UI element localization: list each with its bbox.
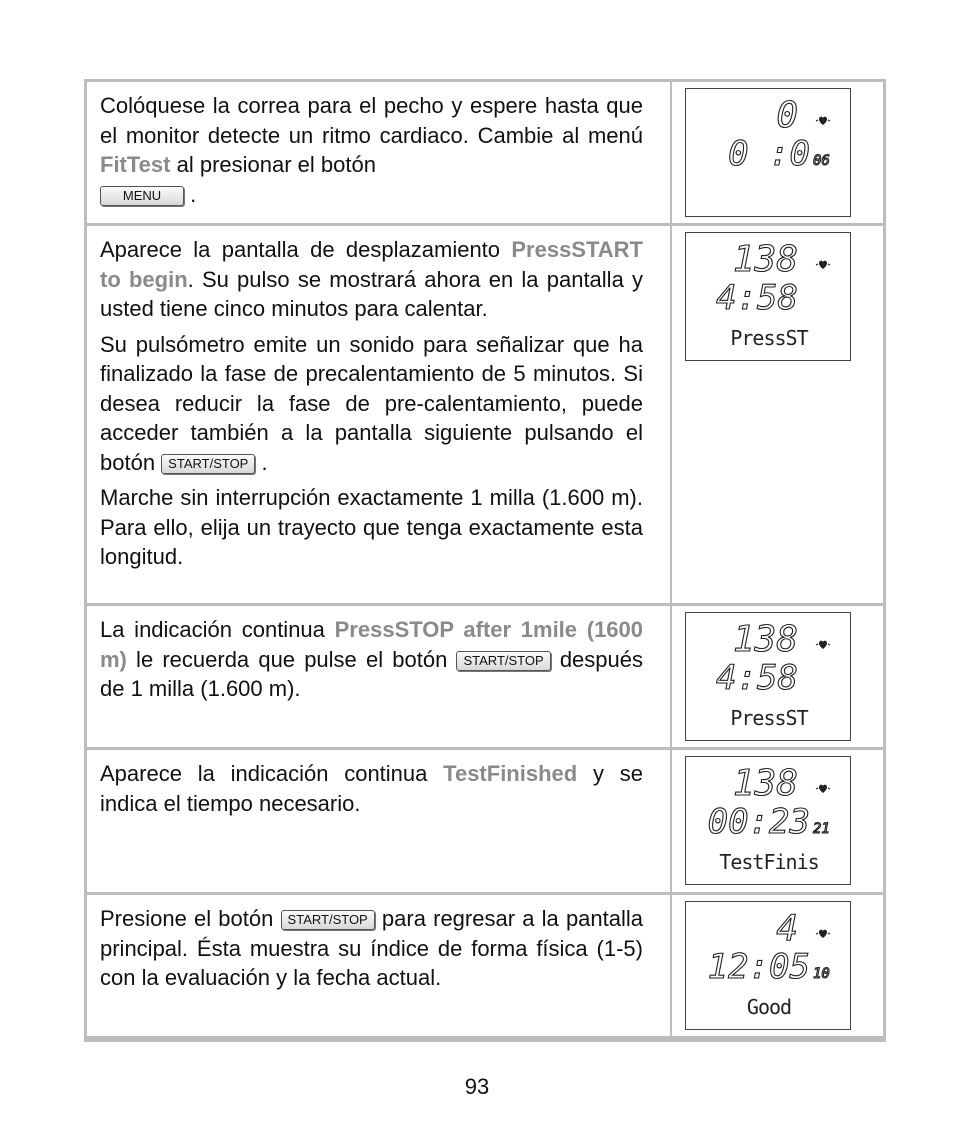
heart-icon [816, 261, 830, 269]
row-5-paragraph-1: Presione el botón START/STOP para regresar a la pantalla principal. Ésta muestra su índice de forma física (1-5) con la evaluación y la fecha actual. [100, 906, 644, 990]
row-1-display-cell [672, 82, 883, 223]
row-4-paragraph-1: Aparece la indicación continua TestFinished y se indica el tiempo necesario. [100, 761, 643, 816]
row-5-display-cell [672, 895, 883, 1036]
row-3-paragraph-1: La indicación continua PressSTOP after 1mile (1600 m) le recuerda que pulse el botón START/STOP después de 1 milla (1.600 m). [100, 617, 644, 701]
heart-icon [816, 785, 830, 793]
lcd-line-2: 12:05 [707, 947, 810, 987]
highlight-pressstart: PressSTART to begin [100, 237, 643, 292]
lcd-line-2: 00:23 [707, 802, 810, 842]
lcd-line-1: 0 [776, 95, 798, 136]
lcd-line-2: 4:58 [716, 658, 798, 698]
heart-icon [816, 641, 830, 649]
row-2-display-cell [672, 226, 883, 603]
lcd-line-3: TestFinis [719, 850, 819, 874]
lcd-line-2-small: 06 [813, 153, 830, 169]
row-5-text [87, 895, 670, 1036]
page-number: 93 [464, 1074, 490, 1099]
row-3-text [87, 606, 670, 747]
row-1-text [87, 82, 670, 223]
row-2-paragraph-1: Aparece la pantalla de desplazamiento PressSTART to begin. Su pulso se mostrará ahora en la pantalla y usted tiene cinco minutos para calentar. [100, 237, 643, 321]
instruction-table [84, 79, 886, 1042]
lcd-display-1 [685, 88, 851, 217]
start-stop-button-glyph: START/STOP [456, 651, 550, 671]
lcd-line-1: 138 [732, 763, 798, 804]
row-4-display-cell [672, 750, 883, 892]
lcd-line-3: Good [746, 995, 792, 1019]
lcd-display-5 [685, 901, 851, 1030]
lcd-line-2: 0 :0 [728, 134, 810, 174]
menu-button-glyph: MENU [100, 186, 184, 206]
highlight-fittest: FitTest [100, 152, 171, 177]
lcd-display-3 [685, 612, 851, 741]
row-3-display-cell [672, 606, 883, 747]
row-1-paragraph-1: Colóquese la correa para el pecho y espere hasta que el monitor detecte un ritmo cardiaco. Cambie al menú FitTest al presionar el botón MENU . [100, 93, 643, 207]
lcd-line-2-small: 10 [813, 966, 830, 982]
lcd-display-2 [685, 232, 851, 361]
lcd-line-3: PressST [730, 706, 808, 730]
heart-icon [816, 117, 830, 125]
lcd-line-1: 138 [732, 239, 798, 280]
row-2-text [87, 226, 670, 603]
lcd-display-4 [685, 756, 851, 885]
row-4-text [87, 750, 670, 892]
heart-icon [816, 930, 830, 938]
lcd-line-2: 4:58 [716, 278, 798, 318]
lcd-line-2-small: 21 [813, 821, 830, 837]
lcd-line-1: 4 [776, 908, 798, 949]
lcd-line-3: PressST [730, 326, 808, 350]
start-stop-button-glyph: START/STOP [281, 910, 375, 930]
highlight-pressstop: PressSTOP after 1mile (1600 m) [100, 617, 644, 672]
highlight-testfinished: TestFinished [443, 761, 578, 786]
lcd-line-1: 138 [732, 619, 798, 660]
row-2-paragraph-3: Marche sin interrupción exactamente 1 milla (1.600 m). Para ello, elija un trayecto que tenga exactamente esta longitud. [100, 485, 643, 569]
row-2-paragraph-2: Su pulsómetro emite un sonido para señalizar que ha finalizado la fase de precalentamiento de 5 minutos. Si desea reducir la fase de pre-calentamiento, puede acceder también a la pantalla siguiente pulsando el botón START/STOP . [100, 331, 643, 475]
start-stop-button-glyph: START/STOP [161, 454, 255, 474]
